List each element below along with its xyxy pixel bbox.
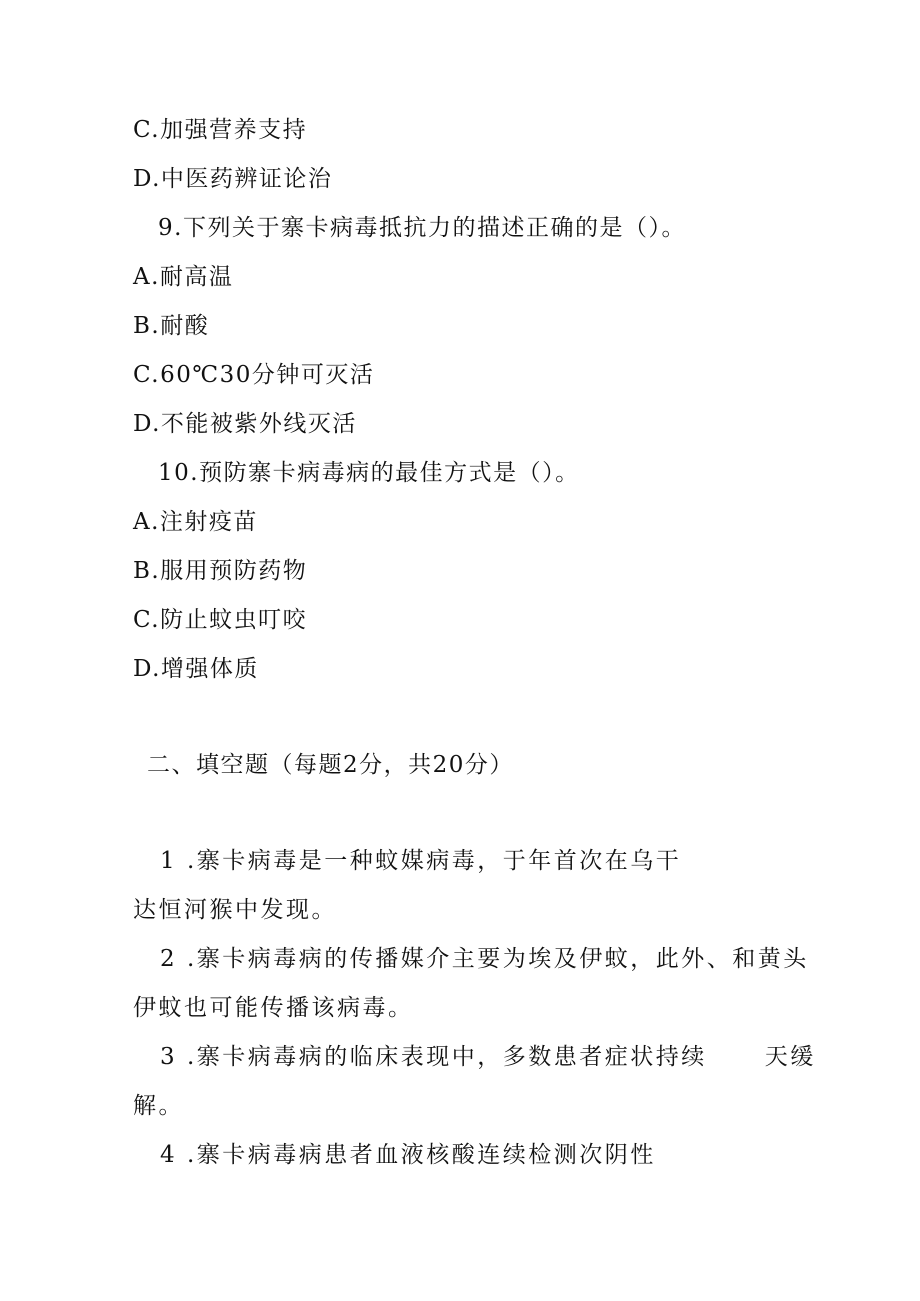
fill-q1-line1: 1 .寨卡病毒是一种蚊媒病毒，于年首次在乌干 bbox=[160, 848, 682, 874]
q10-option-d: D.增强体质 bbox=[133, 656, 259, 682]
q8-option-d: D.中医药辨证论治 bbox=[133, 166, 333, 192]
fill-q3-text-before-blank: 3 .寨卡病毒病的临床表现中，多数患者症状持续 bbox=[160, 1044, 707, 1070]
q8-option-c: C.加强营养支持 bbox=[133, 117, 308, 143]
fill-q3-line1 bbox=[160, 1042, 816, 1072]
q9-option-c: C.60℃30分钟可灭活 bbox=[133, 362, 375, 388]
fill-q2-line1: 2 .寨卡病毒病的传播媒介主要为埃及伊蚊，此外、和黄头 bbox=[160, 946, 809, 972]
q10-option-b: B.服用预防药物 bbox=[133, 558, 308, 584]
q10-option-a: A.注射疫苗 bbox=[133, 509, 258, 535]
fill-q4-line1: 4 .寨卡病毒病患者血液核酸连续检测次阴性 bbox=[160, 1142, 656, 1168]
q10-option-c: C.防止蚊虫叮咬 bbox=[133, 607, 308, 633]
fill-q1-line2: 达恒河猴中发现。 bbox=[133, 897, 337, 923]
fill-q3-line2: 解。 bbox=[133, 1093, 184, 1119]
q9-option-a: A.耐高温 bbox=[133, 264, 234, 290]
q10-stem: 10.预防寨卡病毒病的最佳方式是（）。 bbox=[158, 460, 580, 486]
section2-heading: 二、填空题（每题2分，共20分） bbox=[147, 752, 514, 778]
q9-option-b: B.耐酸 bbox=[133, 313, 210, 339]
q9-stem: 9.下列关于寨卡病毒抵抗力的描述正确的是（）。 bbox=[158, 215, 686, 241]
q9-option-d: D.不能被紫外线灭活 bbox=[133, 411, 357, 437]
fill-q3-text-after-blank: 天缓 bbox=[764, 1044, 816, 1070]
fill-q2-line2: 伊蚊也可能传播该病毒。 bbox=[133, 995, 414, 1021]
